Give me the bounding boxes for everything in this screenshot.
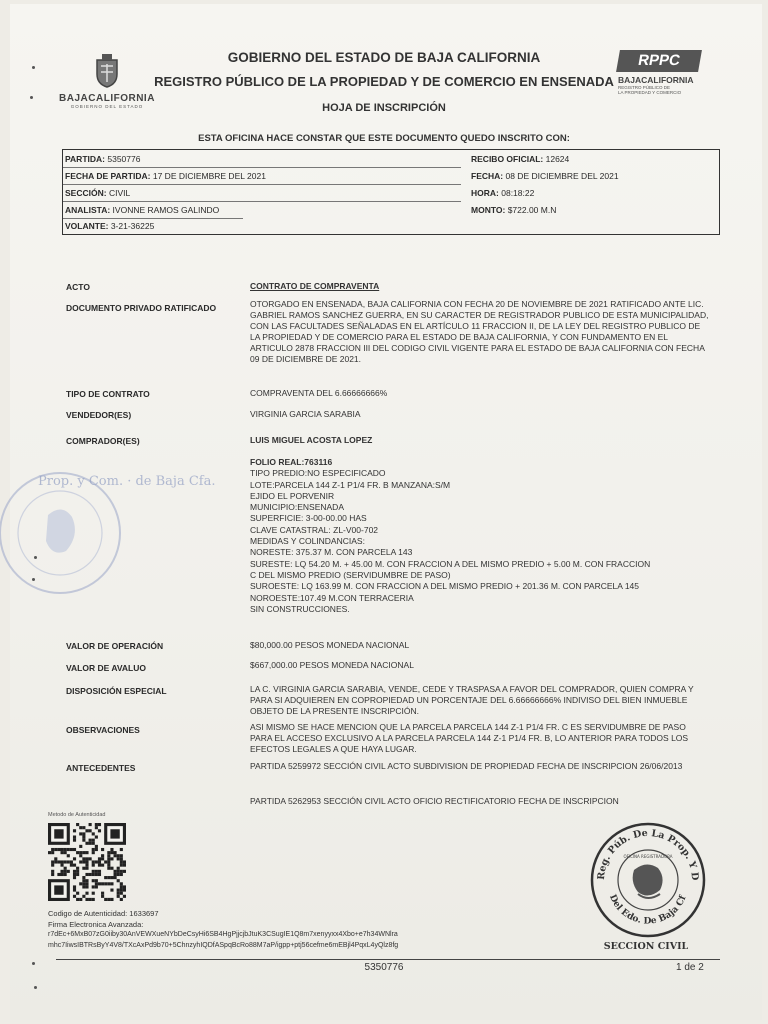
hora-label: HORA: xyxy=(471,188,499,198)
folio-line: FOLIO REAL:763116 xyxy=(250,457,333,467)
inscription-statement: ESTA OFICINA HACE CONSTAR QUE ESTE DOCUMENTO QUEDO INSCRITO CON: xyxy=(198,133,570,144)
antecedentes-label: ANTECEDENTES xyxy=(66,763,136,773)
monto-value: $722.00 M.N xyxy=(507,205,557,215)
seal-bottom-text: Del Edo. De Baja Cf xyxy=(607,893,689,927)
left-logo-brand: BAJACALIFORNIA xyxy=(59,93,155,104)
folio-line: NOROESTE:107.49 M.CON TERRACERIA xyxy=(250,592,414,603)
divider xyxy=(63,201,461,202)
seccion-value: CIVIL xyxy=(108,188,131,198)
margin-mark xyxy=(30,96,33,99)
comprador-label: COMPRADOR(ES) xyxy=(66,436,140,446)
folio-line: MUNICIPIO:ENSENADA xyxy=(250,502,344,513)
document-title: HOJA DE INSCRIPCIÓN xyxy=(322,102,446,114)
metodo-label: Metodo de Autenticidad xyxy=(48,812,106,818)
fecha-label: FECHA: xyxy=(471,171,504,181)
fecha-partida-label: FECHA DE PARTIDA: xyxy=(65,171,151,181)
folio-line: C DEL MISMO PREDIO (SERVIDUMBRE DE PASO) xyxy=(250,569,451,580)
volante-field xyxy=(65,220,154,233)
partida-field xyxy=(65,153,140,166)
folio-line: NORESTE: 375.37 M. CON PARCELA 143 xyxy=(250,547,413,558)
seal-top-text: Reg. Púb. De La Prop. Y D xyxy=(595,827,701,881)
margin-mark xyxy=(32,66,35,69)
partida-label: PARTIDA: xyxy=(65,154,105,164)
codigo-autenticidad: Codigo de Autenticidad: 1633697 xyxy=(48,909,159,918)
registry-seal-right xyxy=(588,818,708,947)
qr-code xyxy=(48,823,126,901)
analista-value: IVONNE RAMOS GALINDO xyxy=(112,205,220,215)
folio-real-block xyxy=(250,457,650,615)
volante-label: VOLANTE: xyxy=(65,221,109,231)
antecedentes-value-2: PARTIDA 5262953 SECCIÓN CIVIL ACTO OFICIO RECTIFICATORIO FECHA DE INSCRIPCION xyxy=(250,796,619,806)
right-logo-sub: LA PROPIEDAD Y COMERCIO xyxy=(618,90,682,95)
valor-avaluo-value: $667,000.00 PESOS MONEDA NACIONAL xyxy=(250,660,414,670)
divider xyxy=(63,184,461,185)
vendedor-label: VENDEDOR(ES) xyxy=(66,410,132,420)
gov-title: GOBIERNO DEL ESTADO DE BAJA CALIFORNIA xyxy=(227,50,541,65)
hora-value: 08:18:22 xyxy=(501,188,535,198)
registry-title: REGISTRO PÚBLICO DE LA PROPIEDAD Y DE COMERCIO EN ENSENADA xyxy=(154,74,614,89)
acto-label: ACTO xyxy=(66,282,90,292)
official-seal-icon xyxy=(588,818,708,942)
firma-label: Firma Electronica Avanzada: xyxy=(48,919,144,929)
recibo-label: RECIBO OFICIAL: xyxy=(471,154,544,164)
seal-caption: SECCION CIVIL xyxy=(603,941,689,952)
volante-value: 3-21-36225 xyxy=(110,221,155,231)
folio-line: SUROESTE: LQ 163.99 M. CON FRACCION A DEL MISMO PREDIO + 201.36 M. CON PARCELA 145 xyxy=(250,581,639,592)
stamp-seal-icon xyxy=(0,455,216,610)
divider xyxy=(63,218,243,219)
folio-line: EJIDO EL PORVENIR xyxy=(250,490,335,501)
folio-line: TIPO PREDIO:NO ESPECIFICADO xyxy=(250,468,386,479)
doc-priv-label: DOCUMENTO PRIVADO RATIFICADO xyxy=(66,303,217,313)
seal-mid-text: OFICINA REGISTRADORA xyxy=(623,854,673,859)
disposicion-label: DISPOSICIÓN ESPECIAL xyxy=(66,686,167,696)
analista-field xyxy=(65,204,219,217)
fecha-field xyxy=(471,170,619,183)
doc-priv-value: OTORGADO EN ENSENADA, BAJA CALIFORNIA CON FECHA 20 DE NOVIEMBRE DE 2021 RATIFICADO ANTE LIC. GABRIEL RAMOS SANCHEZ GUERRA, EN SU CARACTER DE REGISTRADOR PUBLICO DE ESTA MUNICIPALIDAD, CON LAS FACULTADES SEÑALADAS EN EL ARTÍCULO 11 FRACCION II, DE LA LEY DEL REGISTRO PUBLICO DE LA PROPIEDAD Y DE COMERCIO PARA EL ESTADO DE BAJA CALIFORNIA, Y CON FUNDAMENTO EN EL ARTICULO 2878 FRACCION III DEL CODIGO CIVIL VIGENTE PARA EL ESTADO DE BAJA CALIFORNIA CON FECHA 09 DE DICIEMBRE DE 2021. xyxy=(250,299,709,364)
firma-line: mhc7IiwsIBTRsByY4V8/TXcAxPd9b70+5ChnzyhIQDfASpqBcRo88M7aP/igpp+ptj56cefme6mEBjl4PqxL4yQlz8fg xyxy=(48,941,399,949)
recibo-field xyxy=(471,153,569,166)
registry-stamp-left xyxy=(0,455,216,615)
divider xyxy=(63,167,461,168)
firma-line: r7dEc+6MxB07zG0iiby30AnVEWXueNYbDeCsyHi6SB4HgPjjcjbJtuK3CSugIE1Q8m7xenyyxx4Xbo+e7h34WNlra xyxy=(48,931,398,938)
folio-line: SURESTE: LQ 54.20 M. + 45.00 M. CON FRACCION A DEL MISMO PREDIO + 5.00 M. CON FRACCION xyxy=(250,558,651,569)
footer-partida: 5350776 xyxy=(364,962,404,973)
left-logo-sub: GOBIERNO DEL ESTADO xyxy=(70,104,144,109)
stamp-text: Prop. y Com. · de Baja Cfa. xyxy=(38,474,216,489)
fecha-partida-value: 17 DE DICIEMBRE DEL 2021 xyxy=(152,171,266,181)
folio-line: SUPERFICIE: 3-00-00.00 HAS xyxy=(250,513,367,524)
analista-label: ANALISTA: xyxy=(65,205,111,215)
folio-line: SIN CONSTRUCCIONES. xyxy=(250,603,350,614)
folio-line: CLAVE CATASTRAL: ZL-V00-702 xyxy=(250,524,379,535)
folio-line: LOTE:PARCELA 144 Z-1 P1/4 FR. B MANZANA:S/M xyxy=(250,479,451,490)
monto-field xyxy=(471,204,556,217)
folio-line: MEDIDAS Y COLINDANCIAS: xyxy=(250,536,365,547)
registration-info-box xyxy=(62,149,720,235)
tipo-contrato-value: COMPRAVENTA DEL 6.66666666% xyxy=(250,388,388,398)
seccion-field xyxy=(65,187,130,200)
recibo-value: 12624 xyxy=(545,154,570,164)
disposicion-value: LA C. VIRGINIA GARCIA SARABIA, VENDE, CEDE Y TRASPASA A FAVOR DEL COMPRADOR, QUIEN COMPRA Y PARA SI ADQUIEREN EN COPROPIEDAD UN PORCENTAJE DEL 6.66666666% INDIVISO DEL BIEN INMUEBLE OBJETO DE LA PRESENTE INSCRIPCIÓN. xyxy=(250,684,694,716)
observaciones-label: OBSERVACIONES xyxy=(66,725,140,735)
comprador-value: LUIS MIGUEL ACOSTA LOPEZ xyxy=(250,435,373,445)
margin-mark xyxy=(34,986,37,989)
acto-value: CONTRATO DE COMPRAVENTA xyxy=(250,281,380,291)
observaciones-value: ASI MISMO SE HACE MENCION QUE LA PARCELA PARCELA 144 Z-1 P1/4 FR. C ES SERVIDUMBRE DE PASO PARA EL ACCESO EXCLUSIVO A LA PARCELA PARCELA 144 Z-1 P1/4 FR. B, LO ANTERIOR PARA TODOS LOS EFECTOS LEGALES A QUE HAYA LUGAR. xyxy=(250,722,689,754)
fecha-value: 08 DE DICIEMBRE DEL 2021 xyxy=(505,171,619,181)
authentication-block xyxy=(48,909,398,951)
right-logo-brand: BAJACALIFORNIA xyxy=(618,75,694,85)
page-number: 1 de 2 xyxy=(676,962,704,973)
fecha-partida-field xyxy=(65,170,266,183)
monto-label: MONTO: xyxy=(471,205,506,215)
seccion-label: SECCIÓN: xyxy=(65,188,107,198)
tipo-contrato-label: TIPO DE CONTRATO xyxy=(66,389,150,399)
hora-field xyxy=(471,187,534,200)
footer-divider xyxy=(56,959,720,960)
partida-value: 5350776 xyxy=(107,154,141,164)
vendedor-value: VIRGINIA GARCIA SARABIA xyxy=(250,409,361,419)
antecedentes-value-1: PARTIDA 5259972 SECCIÓN CIVIL ACTO SUBDIVISION DE PROPIEDAD FECHA DE INSCRIPCION 26/06/2013 xyxy=(250,761,683,771)
valor-operacion-label: VALOR DE OPERACIÓN xyxy=(66,641,164,651)
right-logo-sub: REGISTRO PÚBLICO DE xyxy=(618,85,671,90)
rppc-box: RPPC xyxy=(616,50,702,72)
valor-operacion-value: $80,000.00 PESOS MONEDA NACIONAL xyxy=(250,640,410,650)
valor-avaluo-label: VALOR DE AVALUO xyxy=(66,663,146,673)
